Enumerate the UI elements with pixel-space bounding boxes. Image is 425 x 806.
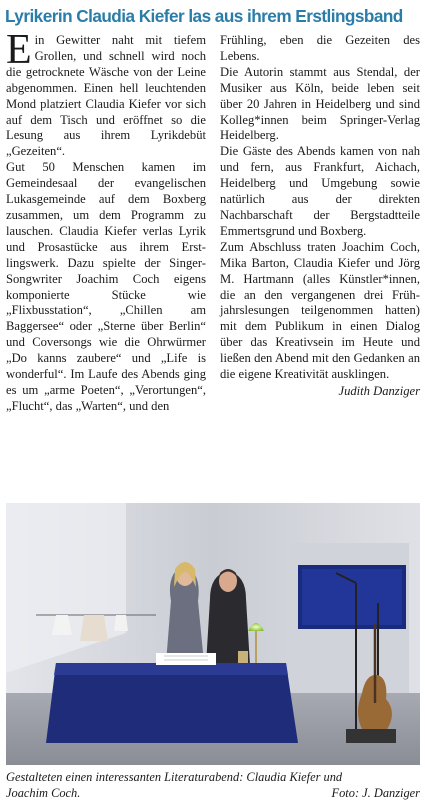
- paragraph: [6, 27, 206, 160]
- paragraph-text: in Gewitter naht mit tiefem Grollen, und schnell wird noch die getrocknete Wäsche von der Leine abgenommen. Einen hell leuchtenden Mond platziert Claudia Kiefer vor sich auf dem Tisch und eröffnet so die Lesung aus ihrem Lyrikdebüt „Gezeiten“.: [6, 33, 206, 159]
- paragraph: Die Autorin stammt aus Stendal, der Musiker aus Köln, beide leben seit über 20 Jahren in Heidelberg und sind Kolleg*innen beim Springer-Verlag Heidelberg.: [220, 64, 420, 143]
- paragraph: Die Gäste des Abends kamen von nah und fern, aus Frankfurt, Aichach, Heidelberg und Umgebung sowie natürlich aus der direkten Nachbarschaft der Bergstadtteile Emmertsgrund und Boxberg.: [220, 144, 420, 238]
- caption-line: Gestalteten einen interessanten Literaturabend: Claudia Kiefer und: [6, 770, 343, 784]
- paragraph: Frühling, eben die Gezeiten des Lebens.: [220, 33, 420, 63]
- caption-text: Joachim Coch.: [6, 785, 81, 800]
- paragraph: Zum Abschluss traten Joachim Coch, Mika Barton, Claudia Kiefer und Jörg M. Hartmann (alles Künstler*innen, die an den vergangenen drei Frühjahrslesungen teilgenommen hatten) mit dem Publikum in einen Dialog über das Kreativsein im Heute und ließen den Abend mit den Gedanken an die eigene Kreativität ausklingen.: [220, 239, 420, 382]
- event-photo: [6, 503, 420, 765]
- stage-photo-illustration: [6, 503, 420, 765]
- drop-cap: E: [6, 27, 32, 73]
- article-column-left: [6, 27, 206, 415]
- article-headline: Lyrikerin Claudia Kiefer las aus ihrem Erstlingsband: [5, 6, 403, 26]
- paragraph: Gut 50 Menschen kamen im Gemeindesaal der evangelischen Lukasgemeinde auf dem Boxberg zusammen, um dem Programm zu lauschen. Claudia Kiefer verlas Lyrik und Prosastücke aus ihrem Erstlingswerk. Dazu spielte der Singer-Songwriter Joachim Coch eigens komponierte Stücke wie „Flixbusstation“, „Chillen am Baggersee“ oder „Sterne über Berlin“ und Coversongs wie die Ohrwürmer „Do kanns zaubere“ und „Life is wonderful“. Im Laufe des Abends ging es um „arme Poeten“, „Verortungen“, „Flucht“, das „Warten“, und den: [6, 160, 206, 413]
- photo-caption: [6, 770, 420, 801]
- article-author: Judith Danziger: [338, 383, 420, 398]
- photo-credit: Foto: J. Danziger: [331, 785, 420, 800]
- article-column-right: [220, 33, 420, 400]
- caption-line: [6, 786, 420, 802]
